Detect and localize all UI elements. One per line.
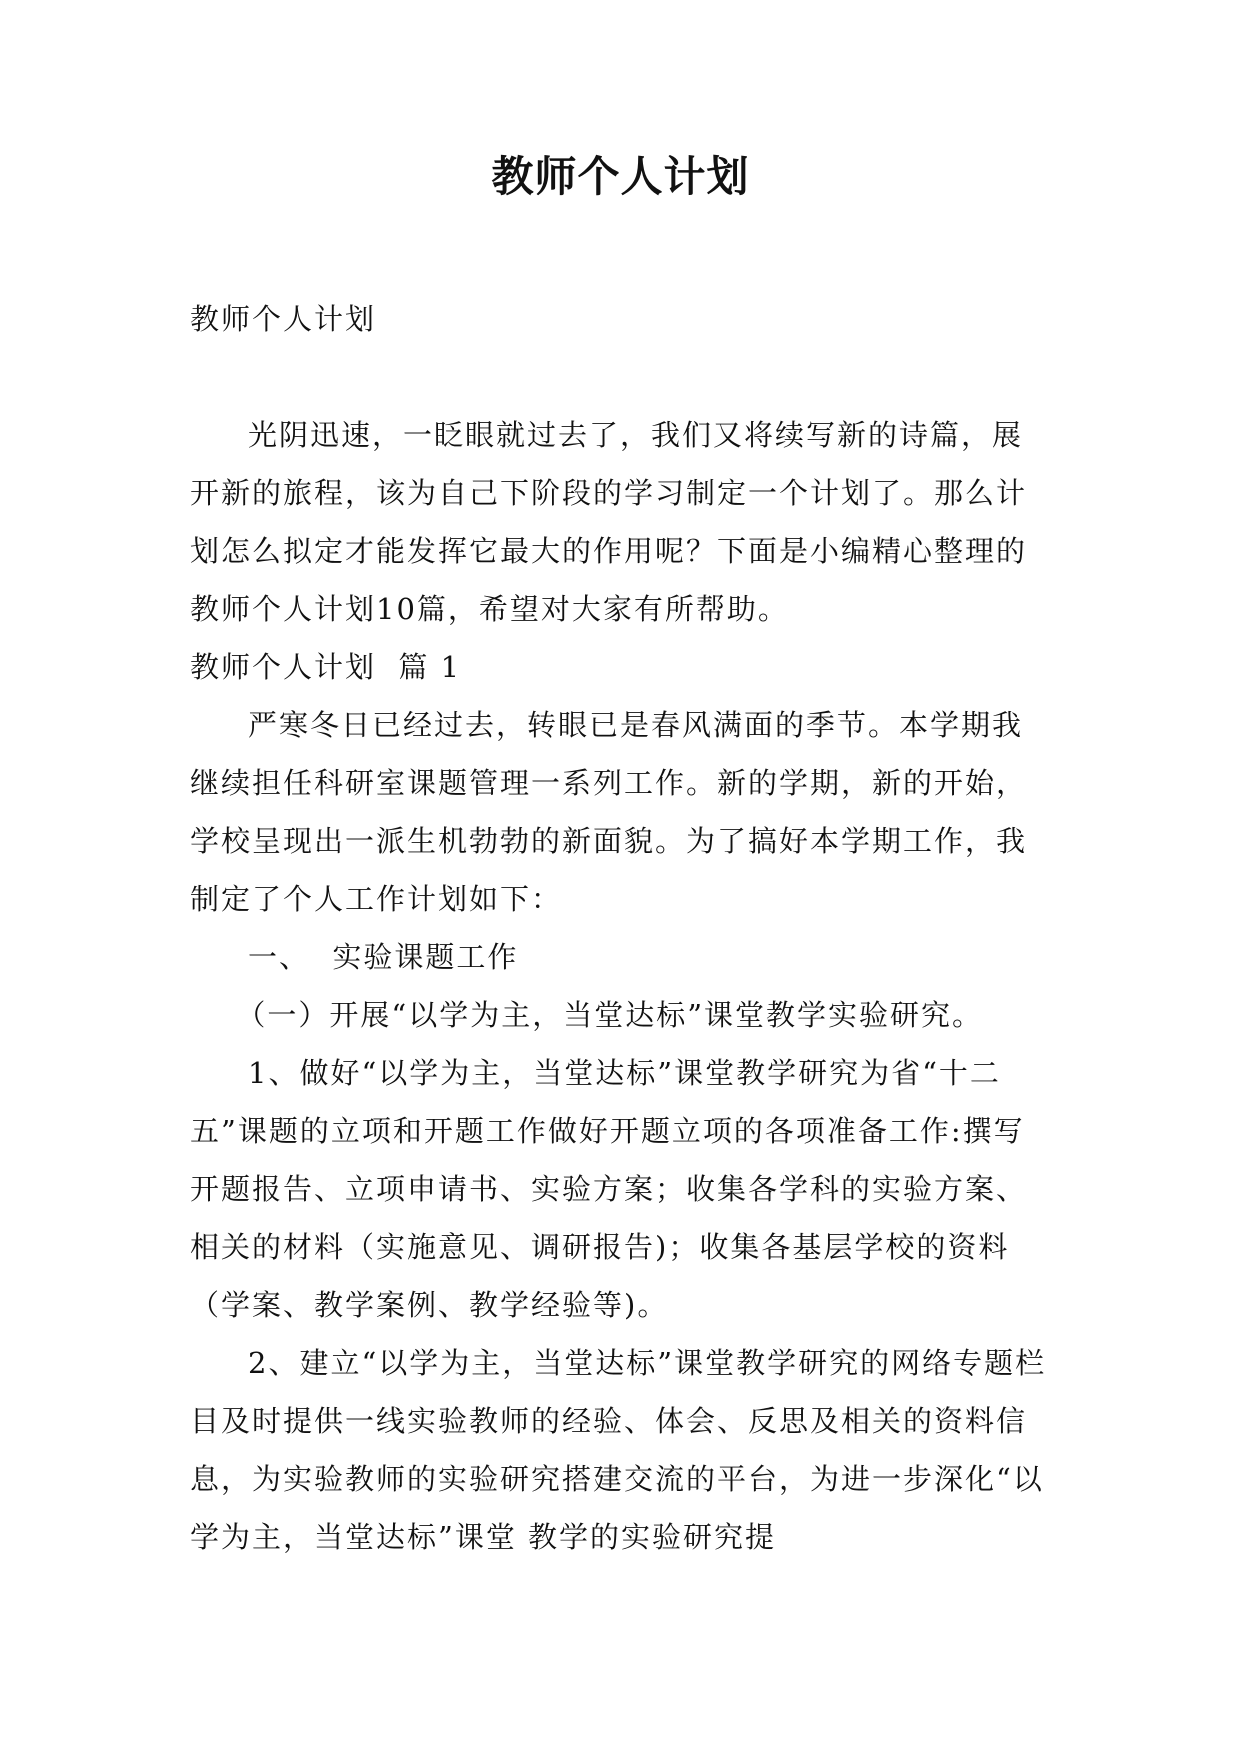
sub-heading: （一）开展“以学为主，当堂达标”课堂教学实验研究。 [236,998,984,1032]
document-label: 教师个人计划 [190,302,377,336]
document-body [190,290,1052,1566]
item-1-paragraph: 1、做好“以学为主，当堂达标”课堂教学研究为省“十二五”课题的立项和开题工作做好开题立项的各项准备工作:撰写开题报告、立项申请书、实验方案；收集各学科的实验方案、相关的材料（实施意见、调研报告)；收集各基层学校的资料（学案、教学案例、教学经验等)。 [190,1056,1028,1322]
section-paragraph: 严寒冬日已经过去，转眼已是春风满面的季节。本学期我继续担任科研室课题管理一系列工作。新的学期，新的开始，学校呈现出一派生机勃勃的新面貌。为了搞好本学期工作，我制定了个人工作计划如下： [190,708,1028,916]
section-heading: 教师个人计划 篇 1 [190,650,462,684]
heading-one: 一、 实验课题工作 [248,940,519,974]
item-2-paragraph: 2、建立“以学为主，当堂达标”课堂教学研究的网络专题栏目及时提供一线实验教师的经验、体会、反思及相关的资料信息，为实验教师的实验研究搭建交流的平台，为进一步深化“以学为主，当堂达标”课堂 教学的实验研究提 [190,1346,1047,1554]
intro-paragraph: 光阴迅速，一眨眼就过去了，我们又将续写新的诗篇，展开新的旅程，该为自己下阶段的学习制定一个计划了。那么计划怎么拟定才能发挥它最大的作用呢？下面是小编精心整理的教师个人计划10篇，希望对大家有所帮助。 [190,418,1028,626]
document-title: 教师个人计划 [491,152,750,201]
